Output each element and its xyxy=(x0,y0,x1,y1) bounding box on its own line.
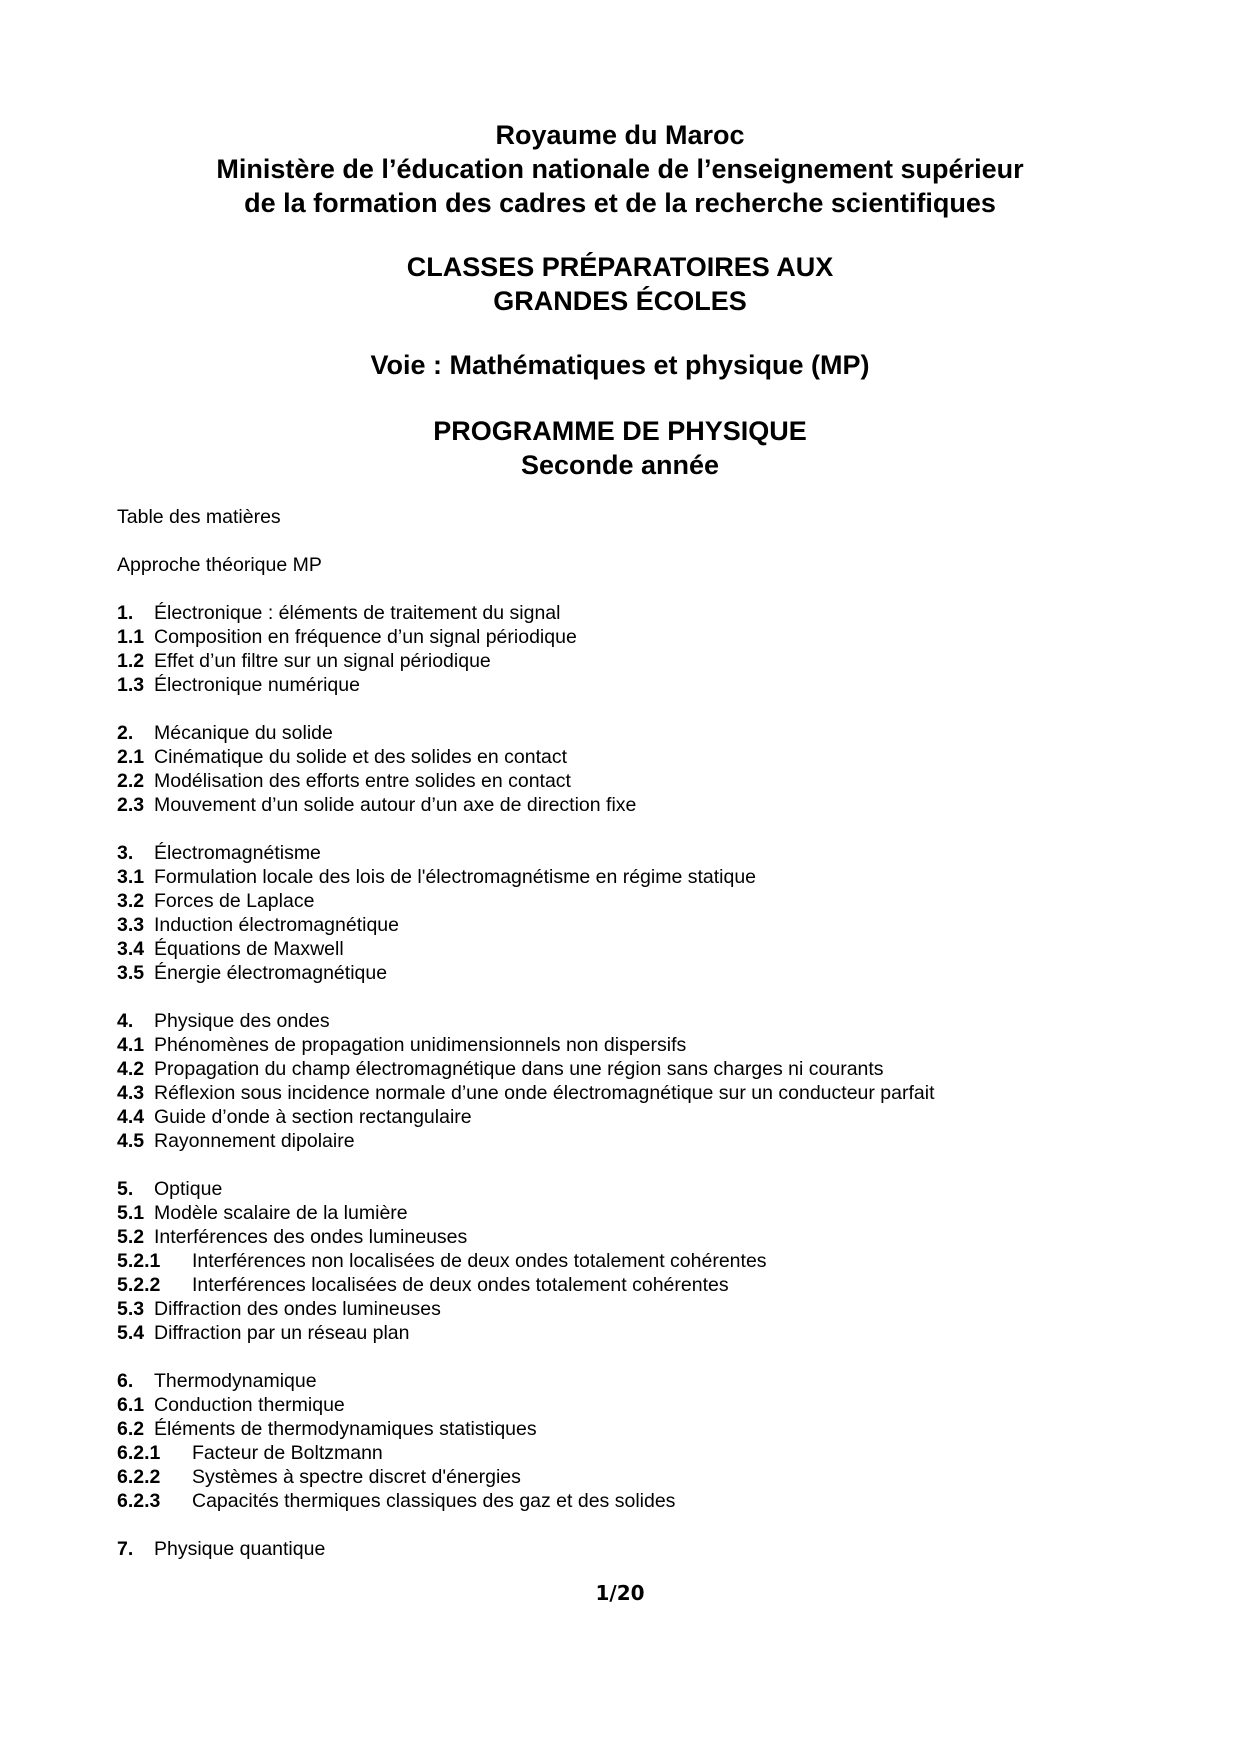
toc-entry-number: 1.1 xyxy=(117,626,145,648)
toc-entry-number: 3.1 xyxy=(117,866,145,888)
toc-entry xyxy=(117,913,399,937)
toc-entry-title: Forces de Laplace xyxy=(154,890,315,912)
toc-entry-title: Électronique : éléments de traitement du signal xyxy=(154,602,561,624)
toc-entry-number: 5.2.2 xyxy=(117,1274,161,1296)
toc-entry xyxy=(117,1033,687,1057)
toc-entry-number: 5. xyxy=(117,1178,134,1200)
toc-entry-title: Énergie électromagnétique xyxy=(154,962,388,984)
toc-entry-title: Interférences des ondes lumineuses xyxy=(154,1226,468,1248)
toc-entry xyxy=(117,1417,537,1441)
toc-entry xyxy=(117,1105,472,1129)
toc-section xyxy=(117,841,757,985)
toc-section xyxy=(117,721,637,817)
toc-section xyxy=(117,601,577,697)
toc-entry-title: Formulation locale des lois de l'électromagnétisme en régime statique xyxy=(154,866,757,888)
toc-entry-number: 4.1 xyxy=(117,1034,145,1056)
toc-entry xyxy=(117,1129,355,1153)
toc-entry-number: 4.4 xyxy=(117,1106,145,1128)
toc-entry-title: Cinématique du solide et des solides en contact xyxy=(154,746,568,768)
track-title: Voie : Mathématiques et physique (MP) xyxy=(370,350,870,380)
country-title: Royaume du Maroc xyxy=(495,120,745,150)
toc-entry-number: 2.1 xyxy=(117,746,145,768)
toc-entry-title: Électronique numérique xyxy=(154,674,360,696)
toc-entry xyxy=(117,1057,884,1081)
toc-entry-title: Éléments de thermodynamiques statistiques xyxy=(154,1418,537,1440)
toc-entry xyxy=(117,769,571,793)
toc-entry-title: Conduction thermique xyxy=(154,1394,345,1416)
toc-entry xyxy=(117,889,322,913)
toc-entry-number: 2.2 xyxy=(117,770,145,792)
toc-entry xyxy=(117,841,322,865)
toc-entry-number: 5.3 xyxy=(117,1298,145,1320)
toc-entry-number: 6.2 xyxy=(117,1418,145,1440)
toc-section xyxy=(117,1009,935,1153)
toc-entry-number: 1.3 xyxy=(117,674,145,696)
toc-section xyxy=(117,1369,676,1513)
toc-entry-title: Équations de Maxwell xyxy=(154,938,344,960)
program-title: PROGRAMME DE PHYSIQUE xyxy=(433,416,807,446)
toc-entry-title: Modèle scalaire de la lumière xyxy=(154,1202,408,1224)
toc-entry xyxy=(117,1321,410,1345)
toc-section xyxy=(117,1177,767,1345)
toc-entry-title: Interférences non localisées de deux ondes totalement cohérentes xyxy=(192,1250,767,1272)
toc-entry-title: Mouvement d’un solide autour d’un axe de direction fixe xyxy=(154,794,637,816)
toc-entry-title: Physique des ondes xyxy=(154,1010,330,1032)
toc-section xyxy=(117,1537,326,1561)
table-of-contents xyxy=(117,505,935,1561)
toc-entry-number: 5.4 xyxy=(117,1322,145,1344)
toc-entry-number: 2. xyxy=(117,722,134,744)
toc-entry-title: Interférences localisées de deux ondes totalement cohérentes xyxy=(192,1274,729,1296)
toc-entry-number: 3.2 xyxy=(117,890,145,912)
toc-entry xyxy=(117,1009,330,1033)
classes-title-line-2: GRANDES ÉCOLES xyxy=(493,286,747,316)
ministry-title-line-2: de la formation des cadres et de la recherche scientifiques xyxy=(244,188,996,218)
toc-entry-title: Diffraction par un réseau plan xyxy=(154,1322,410,1344)
toc-entry-number: 6.2.3 xyxy=(117,1490,161,1512)
toc-entry xyxy=(117,1393,345,1417)
toc-entry-number: 5.2.1 xyxy=(117,1250,161,1272)
toc-entry-number: 2.3 xyxy=(117,794,145,816)
toc-entry-number: 6.1 xyxy=(117,1394,145,1416)
year-title: Seconde année xyxy=(520,450,720,480)
toc-entry xyxy=(117,625,577,649)
toc-title: Table des matières xyxy=(117,506,281,528)
toc-entry-number: 6. xyxy=(117,1370,134,1392)
ministry-title-line-1: Ministère de l’éducation nationale de l’enseignement supérieur xyxy=(216,154,1024,184)
toc-intro: Approche théorique MP xyxy=(117,554,322,576)
toc-entry xyxy=(117,1537,326,1561)
toc-entry xyxy=(117,1177,322,1201)
toc-entry-title: Modélisation des efforts entre solides en contact xyxy=(154,770,571,792)
toc-entry xyxy=(117,1201,408,1225)
toc-entry-title: Diffraction des ondes lumineuses xyxy=(154,1298,441,1320)
toc-entry xyxy=(117,1465,521,1489)
toc-entry-title: Effet d’un filtre sur un signal périodique xyxy=(154,650,491,672)
toc-entry-number: 1.2 xyxy=(117,650,145,672)
toc-entry xyxy=(117,1489,676,1513)
toc-entry-title: Phénomènes de propagation unidimensionnels non dispersifs xyxy=(154,1034,687,1056)
toc-entry-title: Optique xyxy=(154,1178,223,1200)
toc-entry-number: 4.3 xyxy=(117,1082,145,1104)
toc-entry-title: Mécanique du solide xyxy=(154,722,333,744)
toc-sections xyxy=(117,601,935,1561)
toc-entry-number: 3. xyxy=(117,842,134,864)
toc-entry-title: Physique quantique xyxy=(154,1538,326,1560)
toc-entry-title: Composition en fréquence d’un signal périodique xyxy=(154,626,577,648)
toc-entry-title: Guide d’onde à section rectangulaire xyxy=(154,1106,472,1128)
toc-entry xyxy=(117,1369,322,1393)
toc-entry-number: 4.2 xyxy=(117,1058,145,1080)
page-number: 1/20 xyxy=(595,1581,645,1605)
toc-entry xyxy=(117,937,344,961)
toc-entry-number: 5.1 xyxy=(117,1202,145,1224)
toc-entry xyxy=(117,721,333,745)
toc-entry-number: 1. xyxy=(117,602,134,624)
toc-entry xyxy=(117,793,637,817)
toc-entry-title: Rayonnement dipolaire xyxy=(154,1130,355,1152)
toc-entry xyxy=(117,961,388,985)
toc-entry xyxy=(117,673,360,697)
toc-entry-title: Réflexion sous incidence normale d’une onde électromagnétique sur un conducteur parfait xyxy=(154,1082,935,1104)
toc-entry-number: 6.2.1 xyxy=(117,1442,161,1464)
toc-entry xyxy=(117,1297,441,1321)
toc-entry xyxy=(117,1441,383,1465)
toc-entry-number: 7. xyxy=(117,1538,134,1560)
classes-title-line-1: CLASSES PRÉPARATOIRES AUX xyxy=(406,252,834,282)
toc-entry-title: Capacités thermiques classiques des gaz et des solides xyxy=(192,1490,676,1512)
toc-entry xyxy=(117,1249,767,1273)
toc-entry-title: Propagation du champ électromagnétique dans une région sans charges ni courants xyxy=(154,1058,884,1080)
toc-entry-title: Thermodynamique xyxy=(154,1370,317,1392)
toc-entry xyxy=(117,745,568,769)
toc-entry-title: Induction électromagnétique xyxy=(154,914,399,936)
toc-entry-title: Facteur de Boltzmann xyxy=(192,1442,383,1464)
toc-entry-number: 4.5 xyxy=(117,1130,145,1152)
toc-entry-number: 3.5 xyxy=(117,962,145,984)
toc-entry-number: 3.3 xyxy=(117,914,145,936)
toc-entry xyxy=(117,1225,468,1249)
toc-entry-number: 3.4 xyxy=(117,938,145,960)
toc-entry-title: Électromagnétisme xyxy=(154,842,321,864)
toc-entry xyxy=(117,601,561,625)
toc-entry xyxy=(117,865,757,889)
toc-entry xyxy=(117,649,491,673)
toc-entry-number: 4. xyxy=(117,1010,134,1032)
toc-entry xyxy=(117,1273,729,1297)
toc-entry xyxy=(117,1081,935,1105)
toc-entry-number: 6.2.2 xyxy=(117,1466,161,1488)
document-header xyxy=(0,118,1240,482)
toc-entry-number: 5.2 xyxy=(117,1226,145,1248)
toc-entry-title: Systèmes à spectre discret d'énergies xyxy=(192,1466,521,1488)
